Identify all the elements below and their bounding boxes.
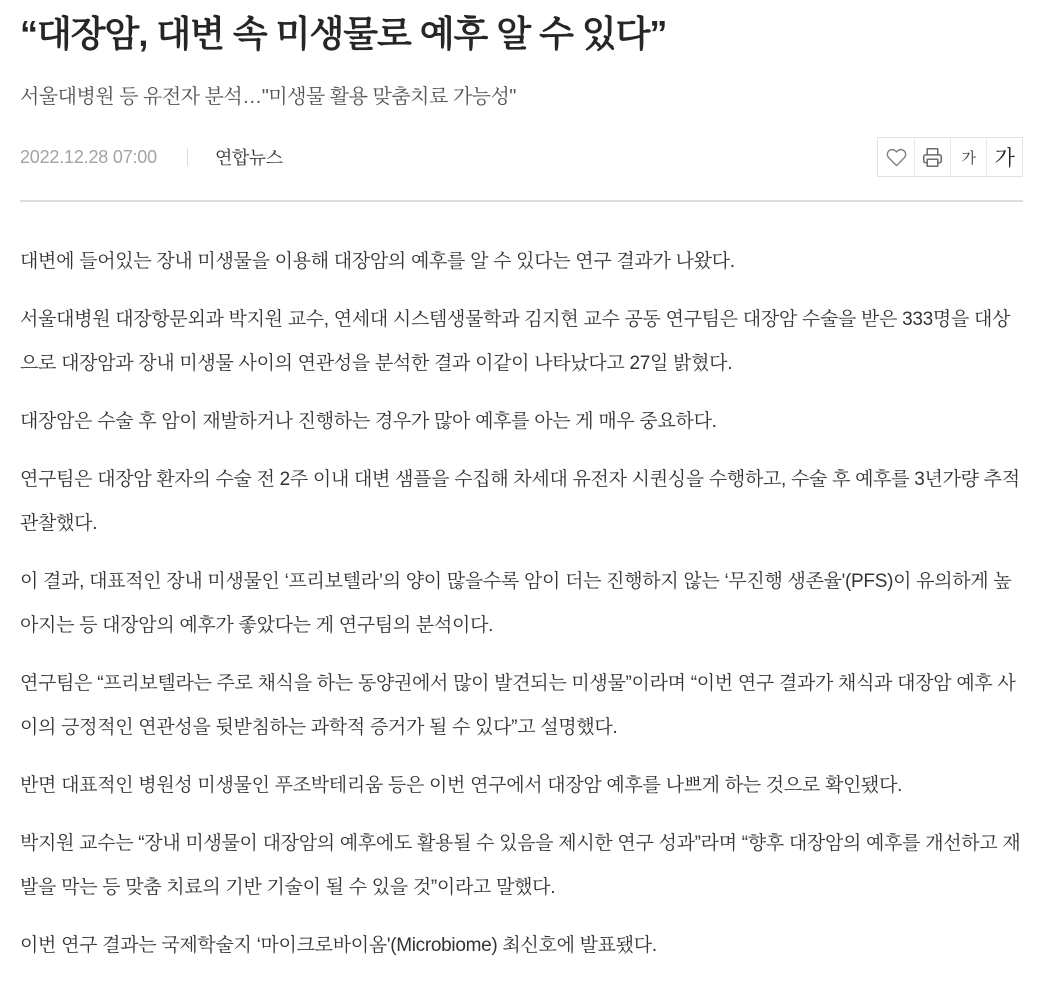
article-paragraph: 반면 대표적인 병원성 미생물인 푸조박테리움 등은 이번 연구에서 대장암 예후를 나쁘게 하는 것으로 확인됐다. bbox=[20, 775, 903, 796]
article-paragraph: 서울대병원 대장항문외과 박지원 교수, 연세대 시스템생물학과 김지현 교수 공동 연구팀은 대장암 수술을 받은 333명을 대상으로 대장암과 장내 미생물 사이의 연관성을 분석한 결과 이같이 나타났다고 27일 밝혔다. bbox=[20, 309, 1011, 374]
article-title: “대장암, 대변 속 미생물로 예후 알 수 있다” bbox=[20, 13, 667, 54]
content-divider bbox=[20, 200, 1023, 202]
meta-left bbox=[20, 144, 283, 170]
article-paragraph: 이번 연구 결과는 국제학술지 ‘마이크로바이옴'(Microbiome) 최신호에 발표됐다. bbox=[20, 935, 657, 956]
news-source: 연합뉴스 bbox=[214, 148, 283, 168]
meta-divider bbox=[187, 148, 188, 166]
like-button[interactable] bbox=[878, 138, 914, 176]
font-size-increase-button[interactable] bbox=[986, 138, 1022, 176]
printer-icon bbox=[922, 147, 943, 168]
article-paragraph: 박지원 교수는 “장내 미생물이 대장암의 예후에도 활용될 수 있음을 제시한 연구 성과”라며 “향후 대장암의 예후를 개선하고 재발을 막는 등 맞춤 치료의 기반 기술이 될 수 있을 것”이라고 말했다. bbox=[20, 833, 1021, 898]
font-small-label: 가 bbox=[961, 149, 976, 167]
article-paragraph: 연구팀은 “프리보텔라는 주로 채식을 하는 동양권에서 많이 발견되는 미생물”이라며 “이번 연구 결과가 채식과 대장암 예후 사이의 긍정적인 연관성을 뒷받침하는 과학적 증거가 될 수 있다”고 설명했다. bbox=[20, 673, 1016, 738]
heart-icon bbox=[886, 147, 907, 168]
article-body bbox=[20, 240, 1023, 997]
print-button[interactable] bbox=[914, 138, 950, 176]
meta-row bbox=[20, 137, 1023, 177]
font-size-decrease-button[interactable] bbox=[950, 138, 986, 176]
font-large-label: 가 bbox=[994, 147, 1015, 170]
article-paragraph: 연구팀은 대장암 환자의 수술 전 2주 이내 대변 샘플을 수집해 차세대 유전자 시퀀싱을 수행하고, 수술 후 예후를 3년가량 추적 관찰했다. bbox=[20, 469, 1020, 534]
article-toolbar bbox=[877, 137, 1023, 177]
article-paragraph: 대변에 들어있는 장내 미생물을 이용해 대장암의 예후를 알 수 있다는 연구 결과가 나왔다. bbox=[20, 251, 735, 272]
article-paragraph: 대장암은 수술 후 암이 재발하거나 진행하는 경우가 많아 예후를 아는 게 매우 중요하다. bbox=[20, 411, 717, 432]
publish-date: 2022.12.28 07:00 bbox=[20, 146, 157, 167]
article-paragraph: 이 결과, 대표적인 장내 미생물인 ‘프리보텔라’의 양이 많을수록 암이 더는 진행하지 않는 ‘무진행 생존율'(PFS)이 유의하게 높아지는 등 대장암의 예후가 좋았다는 게 연구팀의 분석이다. bbox=[20, 571, 1012, 636]
article-subtitle: 서울대병원 등 유전자 분석…"미생물 활용 맞춤치료 가능성" bbox=[20, 86, 516, 108]
